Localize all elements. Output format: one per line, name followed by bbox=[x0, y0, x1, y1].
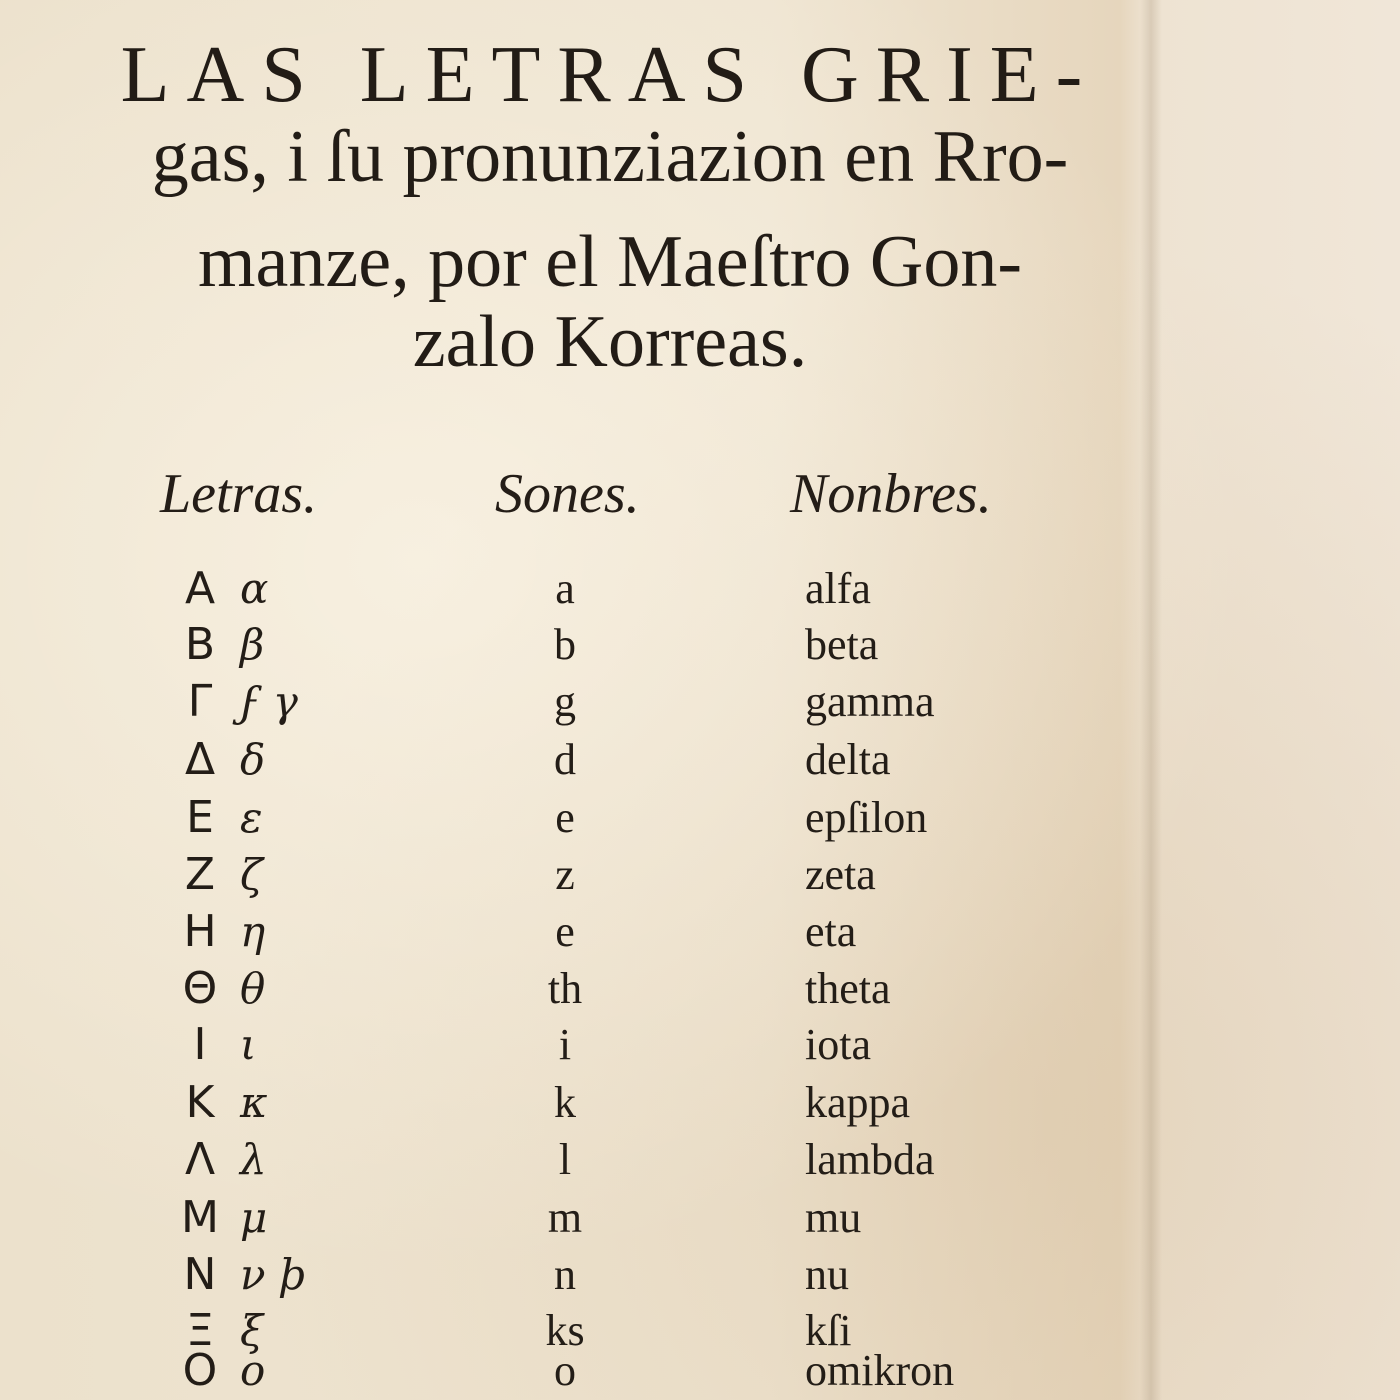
column-header-sones: Sones. bbox=[495, 463, 640, 525]
lowercase-letter: ϝ γ bbox=[240, 677, 298, 726]
lowercase-letter: ο bbox=[240, 1346, 266, 1395]
table-row bbox=[0, 1131, 1400, 1189]
uppercase-letter: Α bbox=[184, 563, 216, 614]
lowercase-letter: λ bbox=[240, 1135, 267, 1184]
lowercase-letter: ε bbox=[240, 793, 263, 842]
letter-name: eta bbox=[805, 907, 857, 956]
letter-sound: d bbox=[554, 735, 576, 784]
letter-sound: ks bbox=[545, 1306, 585, 1355]
table-row bbox=[0, 789, 1400, 847]
table-row bbox=[0, 560, 1400, 618]
table-row bbox=[0, 1016, 1400, 1074]
title-line-2: gas, i ſu pronunziazion en Rro- bbox=[151, 116, 1069, 198]
lowercase-letter: μ bbox=[240, 1193, 268, 1242]
table-row bbox=[0, 731, 1400, 789]
column-header-letras: Letras. bbox=[160, 463, 318, 525]
title-line-4: zalo Korreas. bbox=[412, 301, 808, 383]
letter-sound: k bbox=[554, 1078, 576, 1127]
letter-name: theta bbox=[805, 964, 891, 1013]
lowercase-letter: κ bbox=[240, 1078, 268, 1127]
letter-sound: l bbox=[558, 1135, 572, 1184]
letter-name: mu bbox=[805, 1193, 862, 1242]
lowercase-letter: α bbox=[240, 564, 269, 613]
lowercase-letter: ξ bbox=[240, 1306, 264, 1355]
lowercase-letter: ι bbox=[240, 1020, 257, 1069]
lowercase-letter: ν ϸ bbox=[240, 1250, 306, 1299]
title-line-3: manze, por el Maeſtro Gon- bbox=[198, 221, 1022, 303]
uppercase-letter: Κ bbox=[185, 1077, 215, 1128]
letter-name: nu bbox=[805, 1250, 849, 1299]
uppercase-letter: Λ bbox=[184, 1134, 216, 1185]
uppercase-letter: Β bbox=[184, 619, 216, 670]
letter-sound: i bbox=[558, 1020, 572, 1069]
uppercase-letter: Γ bbox=[187, 676, 213, 727]
uppercase-letter: Θ bbox=[182, 963, 218, 1014]
table-row bbox=[0, 1342, 1400, 1400]
letter-sound: g bbox=[554, 677, 576, 726]
uppercase-letter: Ζ bbox=[184, 849, 216, 900]
lowercase-letter: η bbox=[240, 907, 266, 956]
table-row bbox=[0, 1246, 1400, 1304]
letter-name: delta bbox=[805, 735, 891, 784]
letter-sound: z bbox=[555, 850, 575, 899]
letter-name: beta bbox=[805, 620, 879, 669]
table-row bbox=[0, 1189, 1400, 1247]
letter-name: alfa bbox=[805, 564, 871, 613]
letter-sound: e bbox=[555, 907, 575, 956]
uppercase-letter: Μ bbox=[181, 1192, 219, 1243]
table-row bbox=[0, 846, 1400, 904]
letter-name: epſilon bbox=[805, 793, 928, 842]
letter-name: lambda bbox=[805, 1135, 935, 1184]
uppercase-letter: Δ bbox=[184, 734, 216, 785]
lowercase-letter: β bbox=[240, 620, 265, 669]
letter-name: kappa bbox=[805, 1078, 911, 1127]
letter-name: zeta bbox=[805, 850, 876, 899]
table-row bbox=[0, 673, 1400, 731]
table-row bbox=[0, 903, 1400, 961]
uppercase-letter: Η bbox=[183, 906, 217, 957]
uppercase-letter: Ν bbox=[183, 1249, 217, 1300]
column-header-nonbres: Nonbres. bbox=[790, 463, 992, 525]
letter-name: iota bbox=[805, 1020, 871, 1069]
letter-sound: e bbox=[555, 793, 575, 842]
uppercase-letter: Ι bbox=[193, 1019, 207, 1070]
lowercase-letter: θ bbox=[240, 964, 266, 1013]
uppercase-letter: Ε bbox=[186, 792, 214, 843]
letter-name: omikron bbox=[805, 1346, 955, 1395]
lowercase-letter: ζ bbox=[240, 850, 263, 899]
title-line-1: LAS LETRAS GRIE- bbox=[120, 31, 1100, 119]
table-row bbox=[0, 616, 1400, 674]
lowercase-letter: δ bbox=[240, 735, 266, 784]
letter-sound: b bbox=[554, 620, 576, 669]
table-row bbox=[0, 1074, 1400, 1132]
uppercase-letter: Ο bbox=[182, 1345, 218, 1396]
uppercase-letter: Ξ bbox=[186, 1305, 214, 1356]
table-row bbox=[0, 960, 1400, 1018]
letter-name: kſi bbox=[805, 1306, 852, 1355]
letter-sound: n bbox=[554, 1250, 576, 1299]
letter-sound: o bbox=[554, 1346, 576, 1395]
letter-sound: a bbox=[555, 564, 575, 613]
letter-sound: m bbox=[547, 1193, 583, 1242]
letter-sound: th bbox=[547, 964, 583, 1013]
letter-name: gamma bbox=[805, 677, 935, 726]
